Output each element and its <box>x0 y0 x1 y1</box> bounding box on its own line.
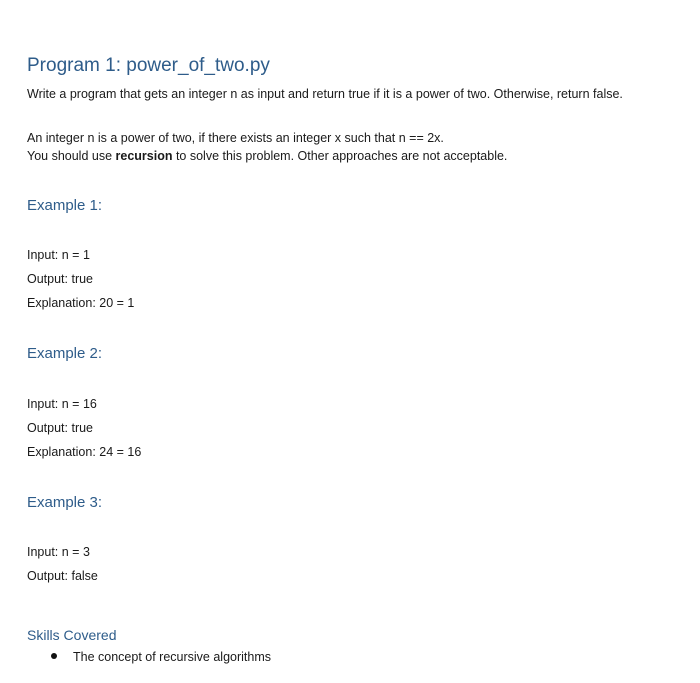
example-3-heading: Example 3: <box>27 494 103 511</box>
requirement-keyword: recursion <box>115 149 173 163</box>
example-2-heading: Example 2: <box>27 345 103 362</box>
example-1-heading: Example 1: <box>27 197 103 214</box>
example-3-input: Input: n = 3 <box>27 545 90 559</box>
description-requirement <box>27 147 657 165</box>
example-2-output: Output: true <box>27 421 94 435</box>
page-title: Program 1: power_of_two.py <box>27 55 270 76</box>
skills-list-item-text: The concept of recursive algorithms <box>73 650 272 664</box>
description-definition: An integer n is a power of two, if there exists an integer x such that n == 2x. <box>27 131 444 145</box>
bullet-icon <box>51 653 57 659</box>
example-2-input: Input: n = 16 <box>27 397 97 411</box>
example-1-output: Output: true <box>27 272 94 286</box>
skills-list-item <box>51 650 271 664</box>
description-paragraph: Write a program that gets an integer n as input and return true if it is a power of two. Otherwise, return false. <box>27 87 623 101</box>
example-1-input: Input: n = 1 <box>27 248 90 262</box>
requirement-text-post: to solve this problem. Other approaches are not acceptable. <box>172 149 508 163</box>
requirement-text-pre: You should use <box>27 149 116 163</box>
example-3-output: Output: false <box>27 569 98 583</box>
example-2-explanation: Explanation: 24 = 16 <box>27 445 142 459</box>
example-1-explanation: Explanation: 20 = 1 <box>27 296 135 310</box>
skills-heading: Skills Covered <box>27 627 117 643</box>
